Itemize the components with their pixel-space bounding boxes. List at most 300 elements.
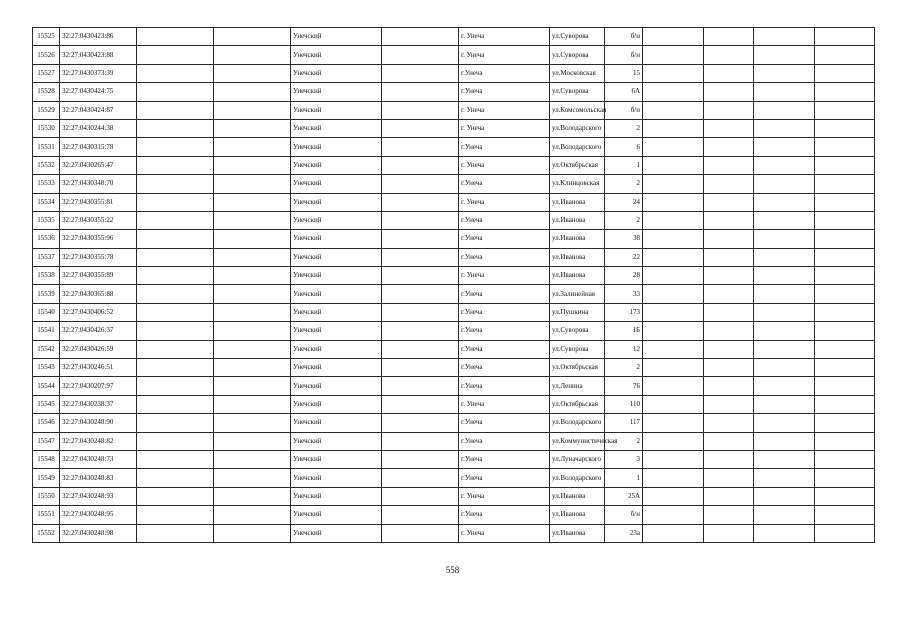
- house-number-cell: 22: [605, 248, 643, 266]
- cadastral-number-cell: 32:27:0430248:93: [60, 487, 137, 505]
- empty-cell: [137, 506, 214, 524]
- house-number-cell: б/н: [605, 46, 643, 64]
- empty-cell: [643, 64, 704, 82]
- empty-cell: [815, 46, 875, 64]
- cadastral-number-cell: 32:27:0430355:81: [60, 193, 137, 211]
- empty-cell: [137, 340, 214, 358]
- town-cell: г. Унеча: [459, 267, 550, 285]
- town-cell: г.Унеча: [459, 506, 550, 524]
- town-cell: г.Унеча: [459, 64, 550, 82]
- table-row: [33, 450, 875, 468]
- cadastral-number-cell: 32:27:0430348:70: [60, 175, 137, 193]
- empty-cell: [382, 359, 459, 377]
- district-cell: Унечский: [291, 248, 382, 266]
- empty-cell: [704, 414, 754, 432]
- street-cell: ул.Комсомольская: [550, 101, 605, 119]
- district-cell: Унечский: [291, 193, 382, 211]
- cadastral-number-cell: 32:27:0430248:73: [60, 450, 137, 468]
- empty-cell: [754, 175, 815, 193]
- empty-cell: [214, 175, 291, 193]
- street-cell: ул.Иванова: [550, 248, 605, 266]
- empty-cell: [704, 193, 754, 211]
- empty-cell: [704, 322, 754, 340]
- town-cell: г.Унеча: [459, 432, 550, 450]
- row-number-cell: 15532: [33, 156, 60, 174]
- empty-cell: [137, 359, 214, 377]
- empty-cell: [643, 395, 704, 413]
- empty-cell: [643, 377, 704, 395]
- empty-cell: [815, 193, 875, 211]
- empty-cell: [754, 119, 815, 137]
- house-number-cell: б/н: [605, 506, 643, 524]
- district-cell: Унечский: [291, 303, 382, 321]
- town-cell: г. Унеча: [459, 395, 550, 413]
- table-row: [33, 193, 875, 211]
- empty-cell: [214, 211, 291, 229]
- district-cell: Унечский: [291, 414, 382, 432]
- house-number-cell: 1: [605, 469, 643, 487]
- street-cell: ул.Иванова: [550, 267, 605, 285]
- empty-cell: [214, 101, 291, 119]
- empty-cell: [704, 469, 754, 487]
- empty-cell: [382, 469, 459, 487]
- row-number-cell: 15533: [33, 175, 60, 193]
- empty-cell: [137, 248, 214, 266]
- empty-cell: [214, 230, 291, 248]
- empty-cell: [704, 340, 754, 358]
- empty-cell: [643, 322, 704, 340]
- empty-cell: [704, 377, 754, 395]
- empty-cell: [382, 377, 459, 395]
- table-row: [33, 285, 875, 303]
- district-cell: Унечский: [291, 46, 382, 64]
- empty-cell: [815, 119, 875, 137]
- empty-cell: [643, 248, 704, 266]
- town-cell: г. Унеча: [459, 119, 550, 137]
- street-cell: ул.Октябрьская: [550, 395, 605, 413]
- town-cell: г. Унеча: [459, 28, 550, 46]
- town-cell: г.Унеча: [459, 450, 550, 468]
- house-number-cell: 6А: [605, 83, 643, 101]
- district-cell: Унечский: [291, 285, 382, 303]
- empty-cell: [382, 138, 459, 156]
- row-number-cell: 15551: [33, 506, 60, 524]
- empty-cell: [815, 322, 875, 340]
- table-row: [33, 230, 875, 248]
- town-cell: г. Унеча: [459, 46, 550, 64]
- house-number-cell: 2: [605, 211, 643, 229]
- house-number-cell: 2: [605, 119, 643, 137]
- district-cell: Унечский: [291, 377, 382, 395]
- empty-cell: [382, 119, 459, 137]
- empty-cell: [214, 340, 291, 358]
- empty-cell: [754, 524, 815, 542]
- empty-cell: [382, 395, 459, 413]
- empty-cell: [815, 285, 875, 303]
- empty-cell: [754, 267, 815, 285]
- house-number-cell: б/н: [605, 28, 643, 46]
- table-body: [33, 28, 875, 543]
- empty-cell: [643, 432, 704, 450]
- empty-cell: [382, 101, 459, 119]
- table-row: [33, 211, 875, 229]
- district-cell: Унечский: [291, 469, 382, 487]
- street-cell: ул.Суворова: [550, 322, 605, 340]
- table-row: [33, 395, 875, 413]
- town-cell: г.Унеча: [459, 211, 550, 229]
- empty-cell: [754, 28, 815, 46]
- empty-cell: [214, 46, 291, 64]
- row-number-cell: 15537: [33, 248, 60, 266]
- town-cell: г. Унеча: [459, 193, 550, 211]
- empty-cell: [754, 83, 815, 101]
- district-cell: Унечский: [291, 64, 382, 82]
- table-row: [33, 340, 875, 358]
- street-cell: ул.Клинцовская: [550, 175, 605, 193]
- empty-cell: [704, 119, 754, 137]
- empty-cell: [643, 119, 704, 137]
- house-number-cell: 12: [605, 340, 643, 358]
- empty-cell: [214, 487, 291, 505]
- empty-cell: [382, 83, 459, 101]
- row-number-cell: 15535: [33, 211, 60, 229]
- row-number-cell: 15531: [33, 138, 60, 156]
- cadastral-number-cell: 32:27:0430248:95: [60, 506, 137, 524]
- empty-cell: [815, 359, 875, 377]
- street-cell: ул.Суворова: [550, 340, 605, 358]
- street-cell: ул.Иванова: [550, 230, 605, 248]
- house-number-cell: 6: [605, 138, 643, 156]
- street-cell: ул.Московская: [550, 64, 605, 82]
- empty-cell: [704, 285, 754, 303]
- district-cell: Унечский: [291, 395, 382, 413]
- empty-cell: [704, 230, 754, 248]
- cadastral-number-cell: 32:27:0430424:75: [60, 83, 137, 101]
- row-number-cell: 15544: [33, 377, 60, 395]
- empty-cell: [643, 450, 704, 468]
- empty-cell: [214, 267, 291, 285]
- house-number-cell: 173: [605, 303, 643, 321]
- cadastral-number-cell: 32:27:0430423:86: [60, 28, 137, 46]
- empty-cell: [704, 101, 754, 119]
- table-row: [33, 303, 875, 321]
- town-cell: г.Унеча: [459, 230, 550, 248]
- cadastral-number-cell: 32:27:0430246:51: [60, 359, 137, 377]
- district-cell: Унечский: [291, 230, 382, 248]
- empty-cell: [137, 28, 214, 46]
- town-cell: г.Унеча: [459, 469, 550, 487]
- district-cell: Унечский: [291, 175, 382, 193]
- cadastral-number-cell: 32:27:0430355:78: [60, 248, 137, 266]
- empty-cell: [382, 322, 459, 340]
- empty-cell: [815, 248, 875, 266]
- empty-cell: [643, 340, 704, 358]
- row-number-cell: 15545: [33, 395, 60, 413]
- row-number-cell: 15539: [33, 285, 60, 303]
- street-cell: ул.Пушкина: [550, 303, 605, 321]
- empty-cell: [214, 193, 291, 211]
- cadastral-number-cell: 32:27:0430355:89: [60, 267, 137, 285]
- town-cell: г.Унеча: [459, 414, 550, 432]
- district-cell: Унечский: [291, 156, 382, 174]
- empty-cell: [704, 138, 754, 156]
- street-cell: ул.Иванова: [550, 193, 605, 211]
- cadastral-number-cell: 32:27:0430207:97: [60, 377, 137, 395]
- street-cell: ул.Иванова: [550, 506, 605, 524]
- empty-cell: [214, 469, 291, 487]
- empty-cell: [704, 303, 754, 321]
- empty-cell: [214, 138, 291, 156]
- empty-cell: [815, 156, 875, 174]
- empty-cell: [382, 285, 459, 303]
- empty-cell: [704, 46, 754, 64]
- empty-cell: [704, 64, 754, 82]
- empty-cell: [815, 524, 875, 542]
- district-cell: Унечский: [291, 211, 382, 229]
- house-number-cell: 33: [605, 285, 643, 303]
- empty-cell: [643, 46, 704, 64]
- empty-cell: [643, 193, 704, 211]
- empty-cell: [815, 267, 875, 285]
- empty-cell: [137, 211, 214, 229]
- empty-cell: [137, 193, 214, 211]
- empty-cell: [754, 395, 815, 413]
- empty-cell: [137, 64, 214, 82]
- row-number-cell: 15549: [33, 469, 60, 487]
- table-row: [33, 524, 875, 542]
- empty-cell: [137, 46, 214, 64]
- town-cell: г.Унеча: [459, 83, 550, 101]
- row-number-cell: 15527: [33, 64, 60, 82]
- row-number-cell: 15536: [33, 230, 60, 248]
- house-number-cell: 15: [605, 64, 643, 82]
- row-number-cell: 15529: [33, 101, 60, 119]
- town-cell: г.Унеча: [459, 303, 550, 321]
- district-cell: Унечский: [291, 138, 382, 156]
- street-cell: ул.Ленина: [550, 377, 605, 395]
- street-cell: ул.Володарского: [550, 414, 605, 432]
- table-row: [33, 267, 875, 285]
- cadastral-number-cell: 32:27:0430426:37: [60, 322, 137, 340]
- empty-cell: [754, 322, 815, 340]
- empty-cell: [815, 487, 875, 505]
- street-cell: ул.Луначарского: [550, 450, 605, 468]
- empty-cell: [754, 340, 815, 358]
- empty-cell: [643, 359, 704, 377]
- table-row: [33, 506, 875, 524]
- street-cell: ул.Суворова: [550, 28, 605, 46]
- table-row: [33, 46, 875, 64]
- house-number-cell: 2: [605, 175, 643, 193]
- empty-cell: [137, 395, 214, 413]
- cadastral-number-cell: 32:27:0430423:88: [60, 46, 137, 64]
- empty-cell: [382, 156, 459, 174]
- empty-cell: [643, 414, 704, 432]
- house-number-cell: 1: [605, 156, 643, 174]
- empty-cell: [214, 524, 291, 542]
- empty-cell: [643, 101, 704, 119]
- house-number-cell: 25А: [605, 487, 643, 505]
- empty-cell: [704, 156, 754, 174]
- empty-cell: [704, 28, 754, 46]
- empty-cell: [382, 414, 459, 432]
- cadastral-number-cell: 32:27:0430365:88: [60, 285, 137, 303]
- table-row: [33, 156, 875, 174]
- empty-cell: [754, 414, 815, 432]
- empty-cell: [214, 506, 291, 524]
- table-row: [33, 487, 875, 505]
- district-cell: Унечский: [291, 119, 382, 137]
- town-cell: г. Унеча: [459, 487, 550, 505]
- empty-cell: [643, 83, 704, 101]
- empty-cell: [815, 432, 875, 450]
- page-number: 558: [445, 565, 460, 575]
- empty-cell: [815, 506, 875, 524]
- empty-cell: [137, 230, 214, 248]
- cadastral-number-cell: 32:27:0430248:90: [60, 414, 137, 432]
- row-number-cell: 15546: [33, 414, 60, 432]
- street-cell: ул.Октябрьская: [550, 359, 605, 377]
- empty-cell: [643, 506, 704, 524]
- empty-cell: [137, 101, 214, 119]
- street-cell: ул.Коммунистическая: [550, 432, 605, 450]
- empty-cell: [382, 211, 459, 229]
- house-number-cell: 117: [605, 414, 643, 432]
- empty-cell: [643, 524, 704, 542]
- house-number-cell: 38: [605, 230, 643, 248]
- cadastral-number-cell: 32:27:0430424:87: [60, 101, 137, 119]
- empty-cell: [815, 175, 875, 193]
- empty-cell: [214, 28, 291, 46]
- empty-cell: [754, 285, 815, 303]
- row-number-cell: 15550: [33, 487, 60, 505]
- empty-cell: [137, 377, 214, 395]
- empty-cell: [704, 267, 754, 285]
- street-cell: ул.Октябрьская: [550, 156, 605, 174]
- empty-cell: [754, 469, 815, 487]
- cadastral-number-cell: 32:27:0430265:47: [60, 156, 137, 174]
- empty-cell: [815, 395, 875, 413]
- town-cell: г.Унеча: [459, 359, 550, 377]
- empty-cell: [214, 450, 291, 468]
- district-cell: Унечский: [291, 322, 382, 340]
- town-cell: г.Унеча: [459, 377, 550, 395]
- empty-cell: [754, 303, 815, 321]
- empty-cell: [137, 414, 214, 432]
- town-cell: г.Унеча: [459, 248, 550, 266]
- cadastral-number-cell: 32:27:0430248:98: [60, 524, 137, 542]
- empty-cell: [214, 64, 291, 82]
- cadastral-number-cell: 32:27:0430238:37: [60, 395, 137, 413]
- empty-cell: [137, 524, 214, 542]
- table-row: [33, 432, 875, 450]
- empty-cell: [214, 432, 291, 450]
- empty-cell: [382, 193, 459, 211]
- empty-cell: [214, 119, 291, 137]
- empty-cell: [754, 156, 815, 174]
- row-number-cell: 15526: [33, 46, 60, 64]
- cadastral-number-cell: 32:27:0430248:82: [60, 432, 137, 450]
- empty-cell: [815, 450, 875, 468]
- empty-cell: [137, 175, 214, 193]
- table-row: [33, 101, 875, 119]
- empty-cell: [137, 156, 214, 174]
- empty-cell: [382, 506, 459, 524]
- empty-cell: [137, 303, 214, 321]
- empty-cell: [382, 28, 459, 46]
- empty-cell: [815, 230, 875, 248]
- empty-cell: [382, 64, 459, 82]
- empty-cell: [643, 138, 704, 156]
- row-number-cell: 15528: [33, 83, 60, 101]
- empty-cell: [704, 359, 754, 377]
- table-row: [33, 119, 875, 137]
- row-number-cell: 15547: [33, 432, 60, 450]
- house-number-cell: 2: [605, 432, 643, 450]
- empty-cell: [643, 303, 704, 321]
- street-cell: ул.Залинейная: [550, 285, 605, 303]
- row-number-cell: 15530: [33, 119, 60, 137]
- empty-cell: [704, 248, 754, 266]
- empty-cell: [214, 303, 291, 321]
- district-cell: Унечский: [291, 340, 382, 358]
- empty-cell: [643, 285, 704, 303]
- table-row: [33, 138, 875, 156]
- empty-cell: [214, 359, 291, 377]
- empty-cell: [815, 83, 875, 101]
- empty-cell: [754, 359, 815, 377]
- empty-cell: [382, 230, 459, 248]
- row-number-cell: 15541: [33, 322, 60, 340]
- empty-cell: [137, 487, 214, 505]
- empty-cell: [643, 230, 704, 248]
- empty-cell: [815, 414, 875, 432]
- empty-cell: [704, 487, 754, 505]
- row-number-cell: 15543: [33, 359, 60, 377]
- cadastral-number-cell: 32:27:0430426:59: [60, 340, 137, 358]
- empty-cell: [382, 46, 459, 64]
- street-cell: ул.Иванова: [550, 211, 605, 229]
- empty-cell: [704, 211, 754, 229]
- table-row: [33, 469, 875, 487]
- row-number-cell: 15552: [33, 524, 60, 542]
- house-number-cell: 110: [605, 395, 643, 413]
- row-number-cell: 15540: [33, 303, 60, 321]
- empty-cell: [704, 395, 754, 413]
- town-cell: г.Унеча: [459, 285, 550, 303]
- row-number-cell: 15534: [33, 193, 60, 211]
- table-row: [33, 322, 875, 340]
- empty-cell: [214, 83, 291, 101]
- table-row: [33, 64, 875, 82]
- house-number-cell: 1Б: [605, 322, 643, 340]
- empty-cell: [704, 432, 754, 450]
- empty-cell: [754, 432, 815, 450]
- cadastral-number-cell: 32:27:0430406:52: [60, 303, 137, 321]
- empty-cell: [815, 469, 875, 487]
- empty-cell: [382, 524, 459, 542]
- street-cell: ул.Володарского: [550, 119, 605, 137]
- district-cell: Унечский: [291, 101, 382, 119]
- house-number-cell: 23а: [605, 524, 643, 542]
- empty-cell: [137, 267, 214, 285]
- empty-cell: [214, 377, 291, 395]
- district-cell: Унечский: [291, 524, 382, 542]
- empty-cell: [137, 322, 214, 340]
- district-cell: Унечский: [291, 450, 382, 468]
- town-cell: г.Унеча: [459, 322, 550, 340]
- row-number-cell: 15548: [33, 450, 60, 468]
